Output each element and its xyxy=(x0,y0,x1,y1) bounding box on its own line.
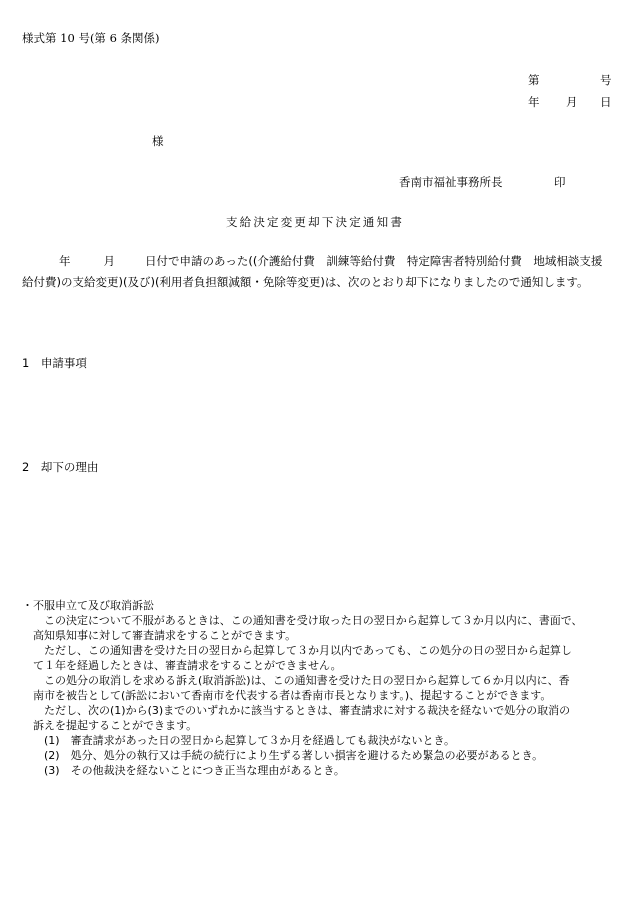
body-month: 月 xyxy=(103,254,115,268)
issuer-name: 香南市福祉事務所長 xyxy=(399,175,503,189)
issue-date-month: 月 xyxy=(566,95,578,109)
body-text-line-1 xyxy=(59,253,602,269)
issue-number-suffix: 号 xyxy=(600,73,612,87)
issue-date-year: 年 xyxy=(528,95,540,109)
notice-line: て１年を経過したときは、審査請求をすることができません。 xyxy=(22,659,342,672)
notice-line: ただし、次の(1)から(3)までのいずれかに該当するときは、審査請求に対する裁決を経ないで処分の取消の xyxy=(22,704,571,717)
notice-line: ただし、この通知書を受けた日の翌日から起算して３か月以内であっても、この処分の日の翌日から起算し xyxy=(22,644,572,657)
issue-date-day: 日 xyxy=(600,95,612,109)
section-rejection-reason: 2 却下の理由 xyxy=(22,460,99,474)
notice-line: 南市を被告として(訴訟において香南市を代表する者は香南市長となります。)、提起することができます。 xyxy=(22,689,552,702)
form-number: 様式第 10 号(第 6 条関係) xyxy=(22,31,160,45)
issuer-seal-mark: 印 xyxy=(554,175,566,189)
notice-item-2: (2) 処分、処分の執行又は手続の続行により生ずる著しい損害を避けるため緊急の必要があるとき。 xyxy=(22,749,544,762)
notice-line: 訴えを提起することができます。 xyxy=(22,719,198,732)
notice-line: この決定について不服があるときは、この通知書を受け取った日の翌日から起算して３か月以内に、書面で、 xyxy=(22,614,583,627)
section-application-items: 1 申請事項 xyxy=(22,356,87,370)
notice-item-3: (3) その他裁決を経ないことにつき正当な理由があるとき。 xyxy=(22,764,345,777)
notice-line: 高知県知事に対して審査請求をすることができます。 xyxy=(22,629,297,642)
body-text-line-2: 給付費)の支給変更)(及び)(利用者負担額減額・免除等変更)は、次のとおり却下になりましたので通知します。 xyxy=(22,275,589,289)
notice-line: この処分の取消しを求める訴え(取消訴訟)は、この通知書を受けた日の翌日から起算して６か月以内に、香 xyxy=(22,674,570,687)
body-text-rest: 日付で申請のあった((介護給付費 訓練等給付費 特定障害者特別給付費 地域相談支援 xyxy=(145,254,603,268)
notice-heading: ・不服申立て及び取消訴訟 xyxy=(22,599,154,612)
notice-item-1: (1) 審査請求があった日の翌日から起算して３か月を経過しても裁決がないとき。 xyxy=(22,734,456,747)
body-year: 年 xyxy=(59,254,71,268)
issue-number-prefix: 第 xyxy=(528,73,540,87)
document-title: 支給決定変更却下決定通知書 xyxy=(225,215,405,229)
recipient-honorific: 様 xyxy=(152,134,164,148)
